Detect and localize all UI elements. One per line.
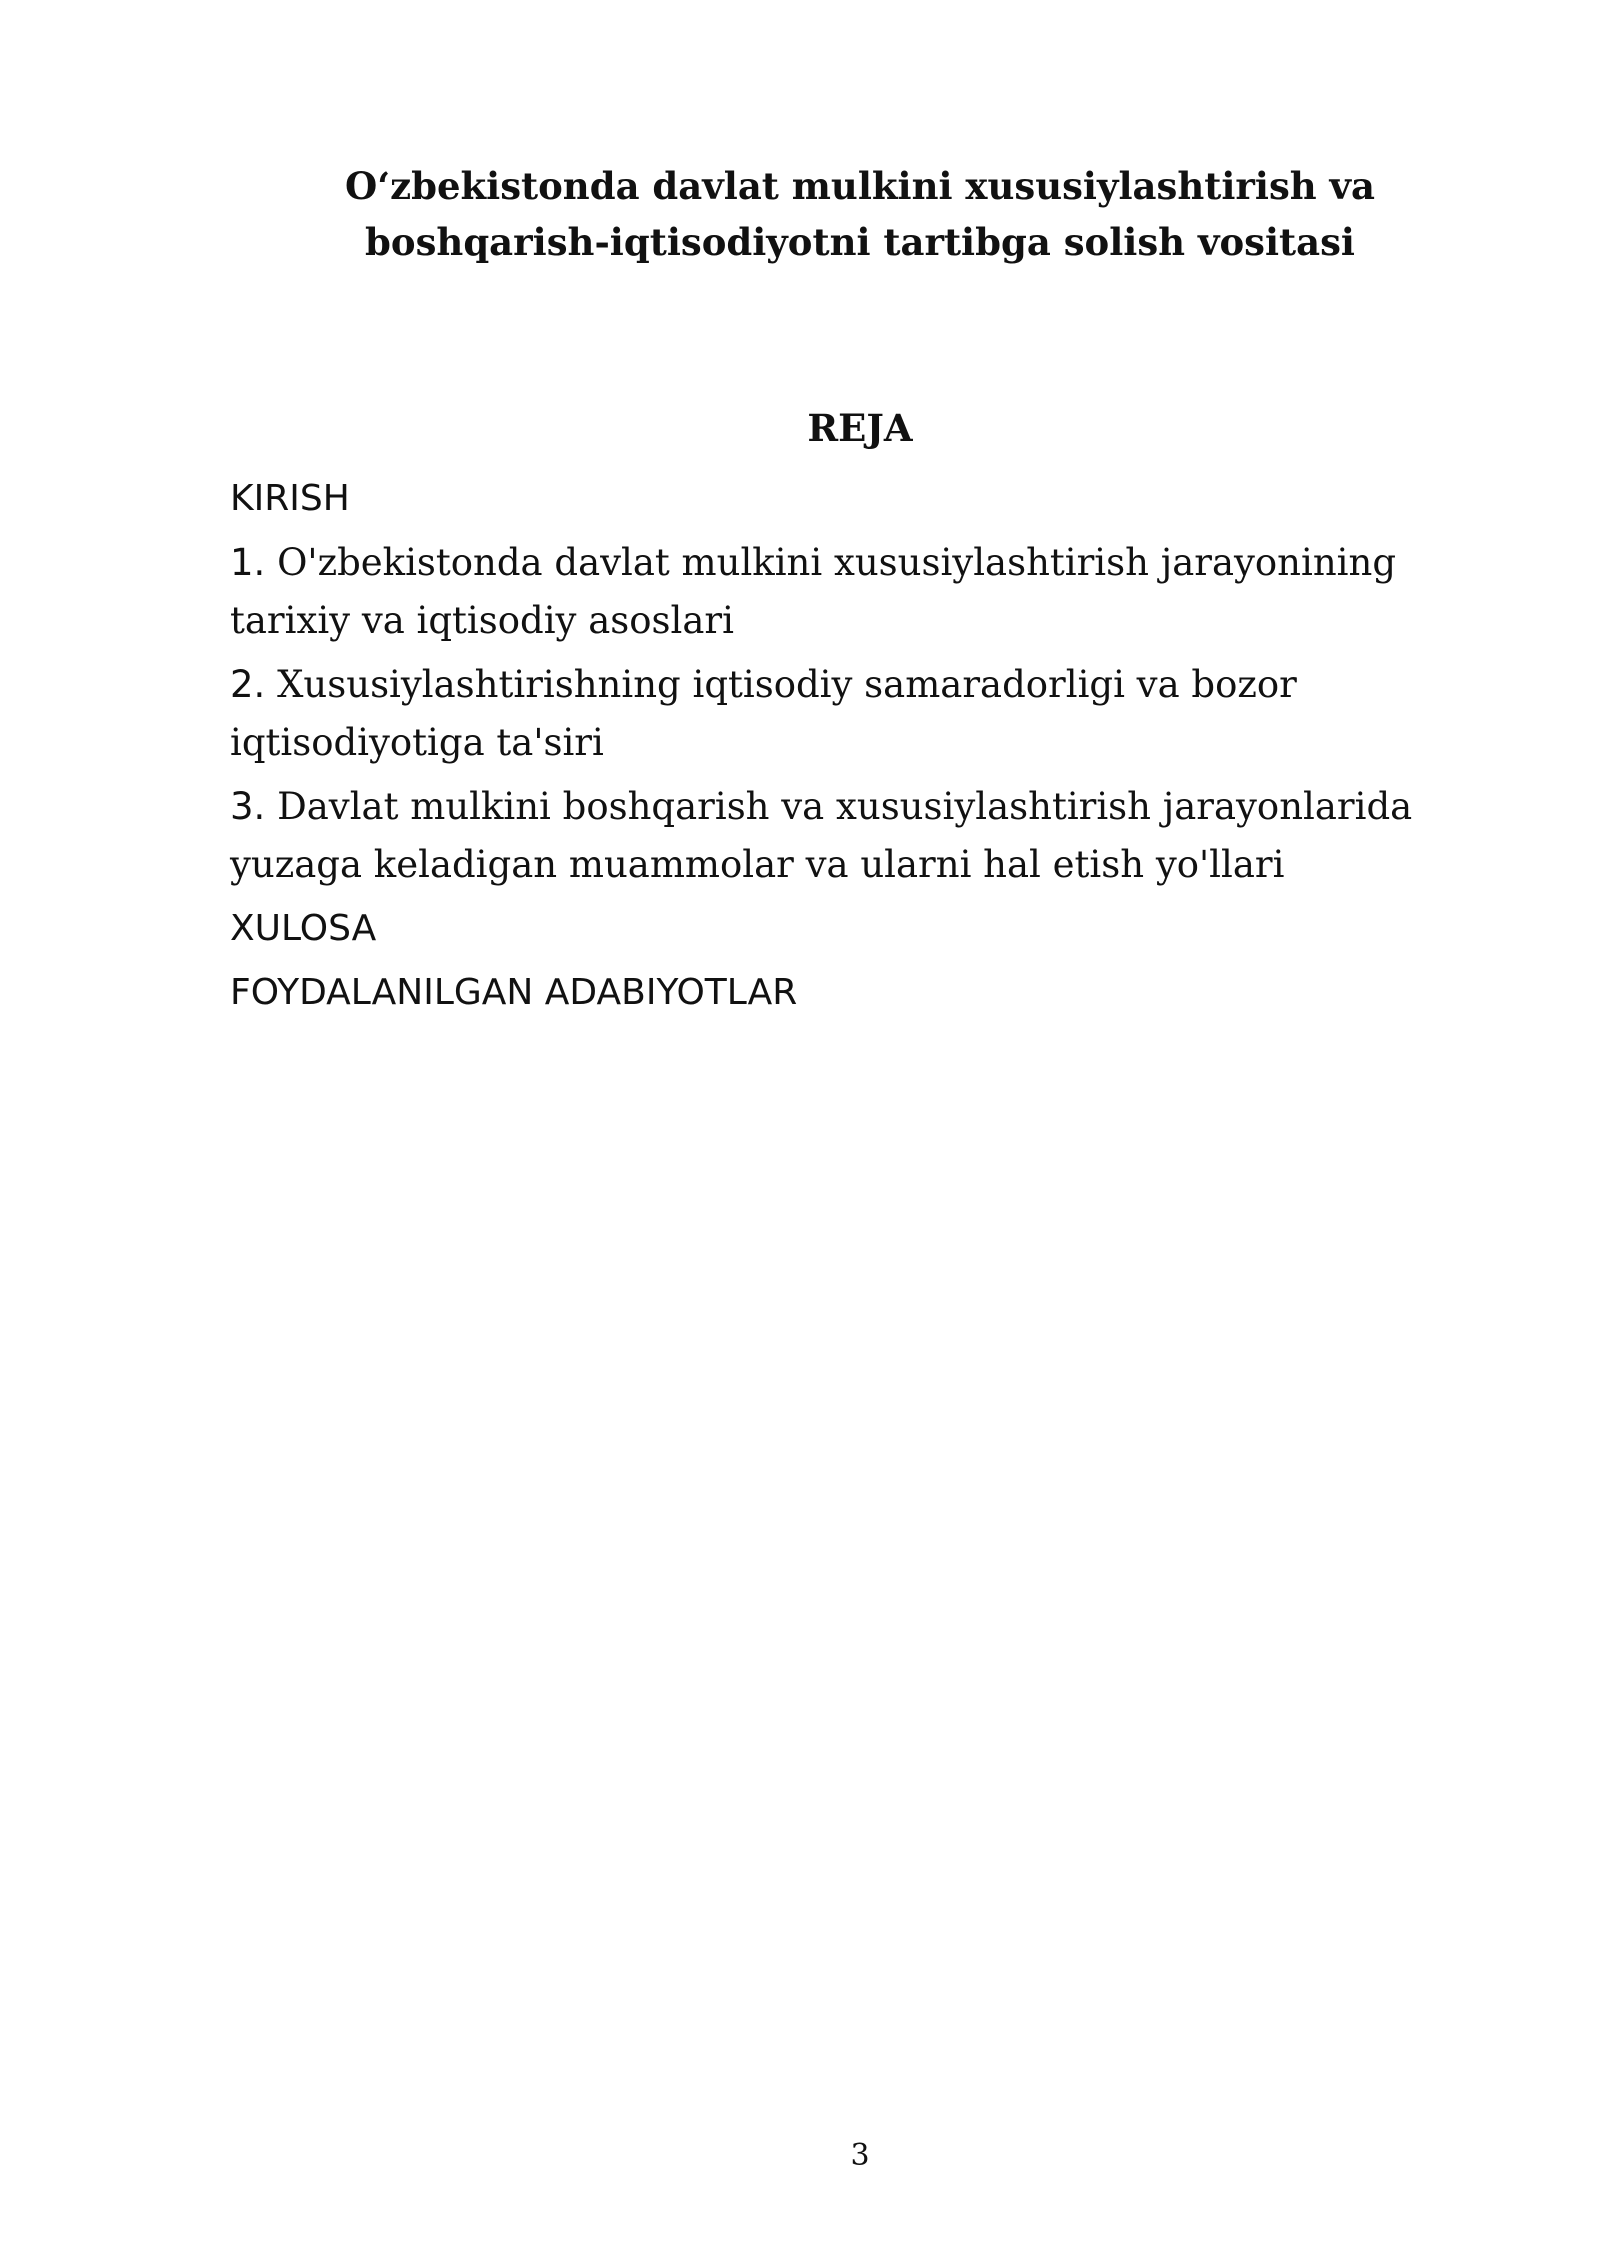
plan-item-introduction: KIRISH [230,478,350,519]
plan-item-1 [230,534,1450,650]
plan-item-references: FOYDALANILGAN ADABIYOTLAR [230,972,798,1013]
plan-item-2-number: 2. [230,663,266,706]
plan-item-3-text: Davlat mulkini boshqarish va xususiylashtirish jarayonlarida yuzaga keladigan muammolar va ularni hal etish yo'llari [230,785,1413,886]
plan-item-conclusion: XULOSA [230,908,377,949]
plan-item-3 [230,778,1450,894]
plan-item-2 [230,656,1450,772]
title-line-1: O‘zbekistonda davlat mulkini xususiylashtirish va [344,164,1376,208]
plan-item-3-number: 3. [230,785,266,828]
plan-list [230,470,1450,1028]
plan-heading: REJA [807,406,913,450]
plan-item-1-number: 1. [230,541,266,584]
plan-item-1-text: O'zbekistonda davlat mulkini xususiylashtirish jarayonining tarixiy va iqtisodiy asoslari [230,541,1397,642]
document-title [300,158,1420,270]
plan-item-2-text: Xususiylashtirishning iqtisodiy samaradorligi va bozor iqtisodiyotiga ta'siri [230,663,1297,764]
page-number: 3 [850,2138,870,2173]
title-line-2: boshqarish-iqtisodiyotni tartibga solish vositasi [365,220,1355,264]
